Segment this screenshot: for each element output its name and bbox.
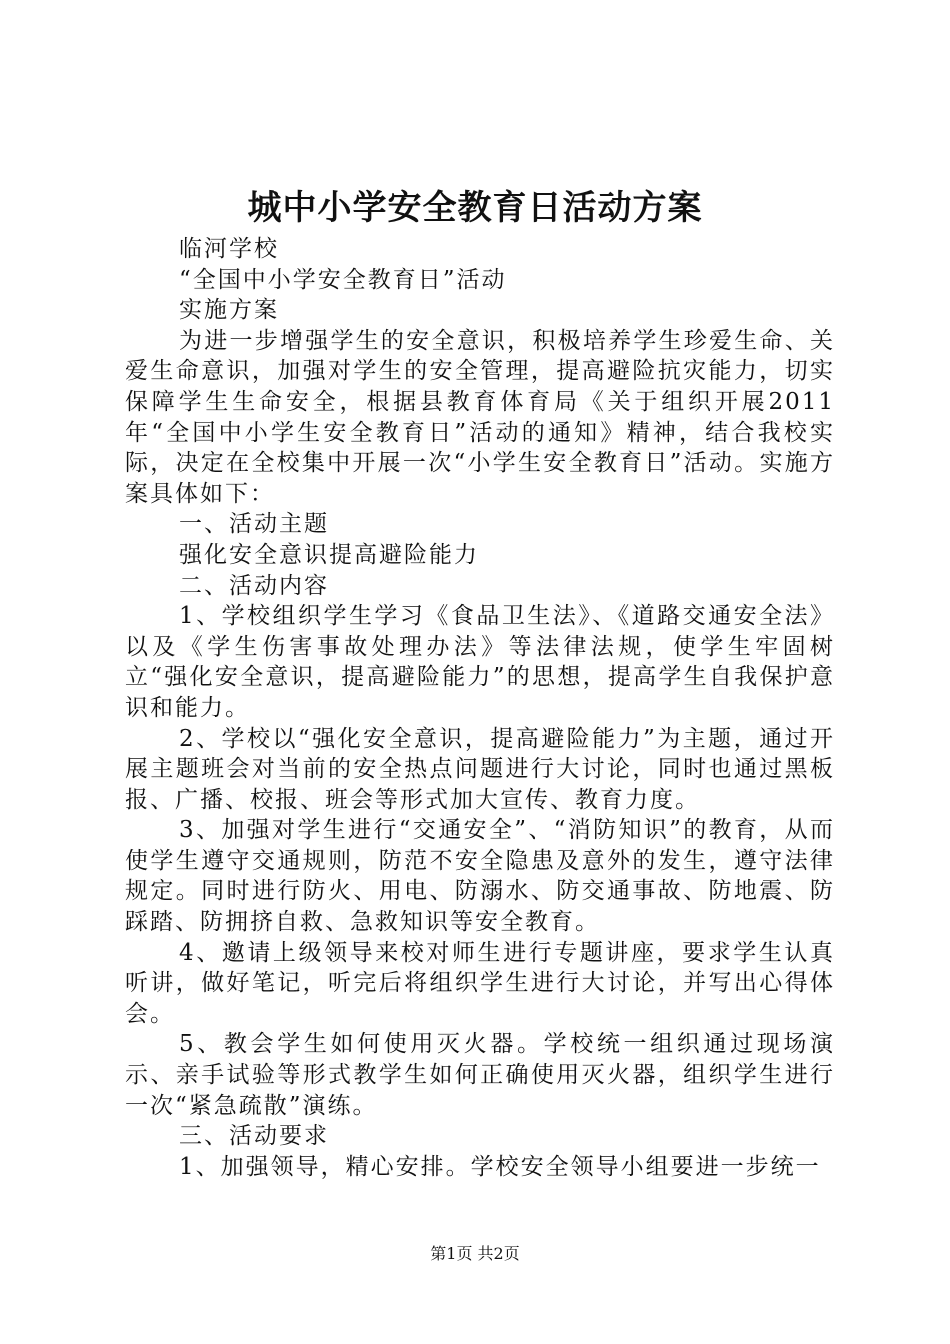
content-item-5: 5、教会学生如何使用灭火器。学校统一组织通过现场演示、亲手试验等形式教学生如何正确使用灭火器，组织学生进行一次“紧急疏散”演练。 (125, 1031, 835, 1119)
content-item-2: 2、学校以“强化安全意识，提高避险能力”为主题，通过开展主题班会对当前的安全热点问题进行大讨论，同时也通过黑板报、广播、校报、班会等形式加大宣传、教育力度。 (125, 725, 835, 813)
content-item-1: 1、学校组织学生学习《食品卫生法》、《道路交通安全法》以及《学生伤害事故处理办法》等法律法规，使学生牢固树立“强化安全意识，提高避险能力”的思想，提高学生自我保护意识和能力。 (125, 603, 835, 721)
theme-text: 强化安全意识提高避险能力 (179, 541, 479, 568)
document-title: 城中小学安全教育日活动方案 (247, 188, 703, 228)
requirement-item-1: 1、加强领导，精心安排。学校安全领导小组要进一步统一 (179, 1153, 821, 1180)
content-item-4: 4、邀请上级领导来校对师生进行专题讲座，要求学生认真听讲，做好笔记，听完后将组织学生进行大讨论，并写出心得体会。 (125, 939, 835, 1027)
content-item-3: 3、加强对学生进行“交通安全”、“消防知识”的教育，从而使学生遵守交通规则，防范不安全隐患及意外的发生，遵守法律规定。同时进行防火、用电、防溺水、防交通事故、防地震、防踩踏、防拥挤自救、急救知识等安全教育。 (125, 817, 835, 936)
section-heading-content: 二、活动内容 (179, 572, 329, 599)
page-footer: 第1页 共2页 (430, 1244, 520, 1263)
activity-name: “全国中小学安全教育日”活动 (179, 266, 507, 293)
document-body (125, 234, 835, 1182)
subtitle: 实施方案 (179, 297, 279, 324)
section-heading-theme: 一、活动主题 (179, 511, 329, 538)
intro-paragraph: 为进一步增强学生的安全意识，积极培养学生珍爱生命、关爱生命意识，加强对学生的安全管理，提高避险抗灾能力，切实保障学生生命安全，根据县教育体育局《关于组织开展2011年“全国中小学生安全教育日”活动的通知》精神，结合我校实际，决定在全校集中开展一次“小学生安全教育日”活动。实施方案具体如下： (125, 327, 835, 507)
section-heading-requirements: 三、活动要求 (179, 1123, 329, 1150)
school-name: 临河学校 (179, 236, 279, 262)
